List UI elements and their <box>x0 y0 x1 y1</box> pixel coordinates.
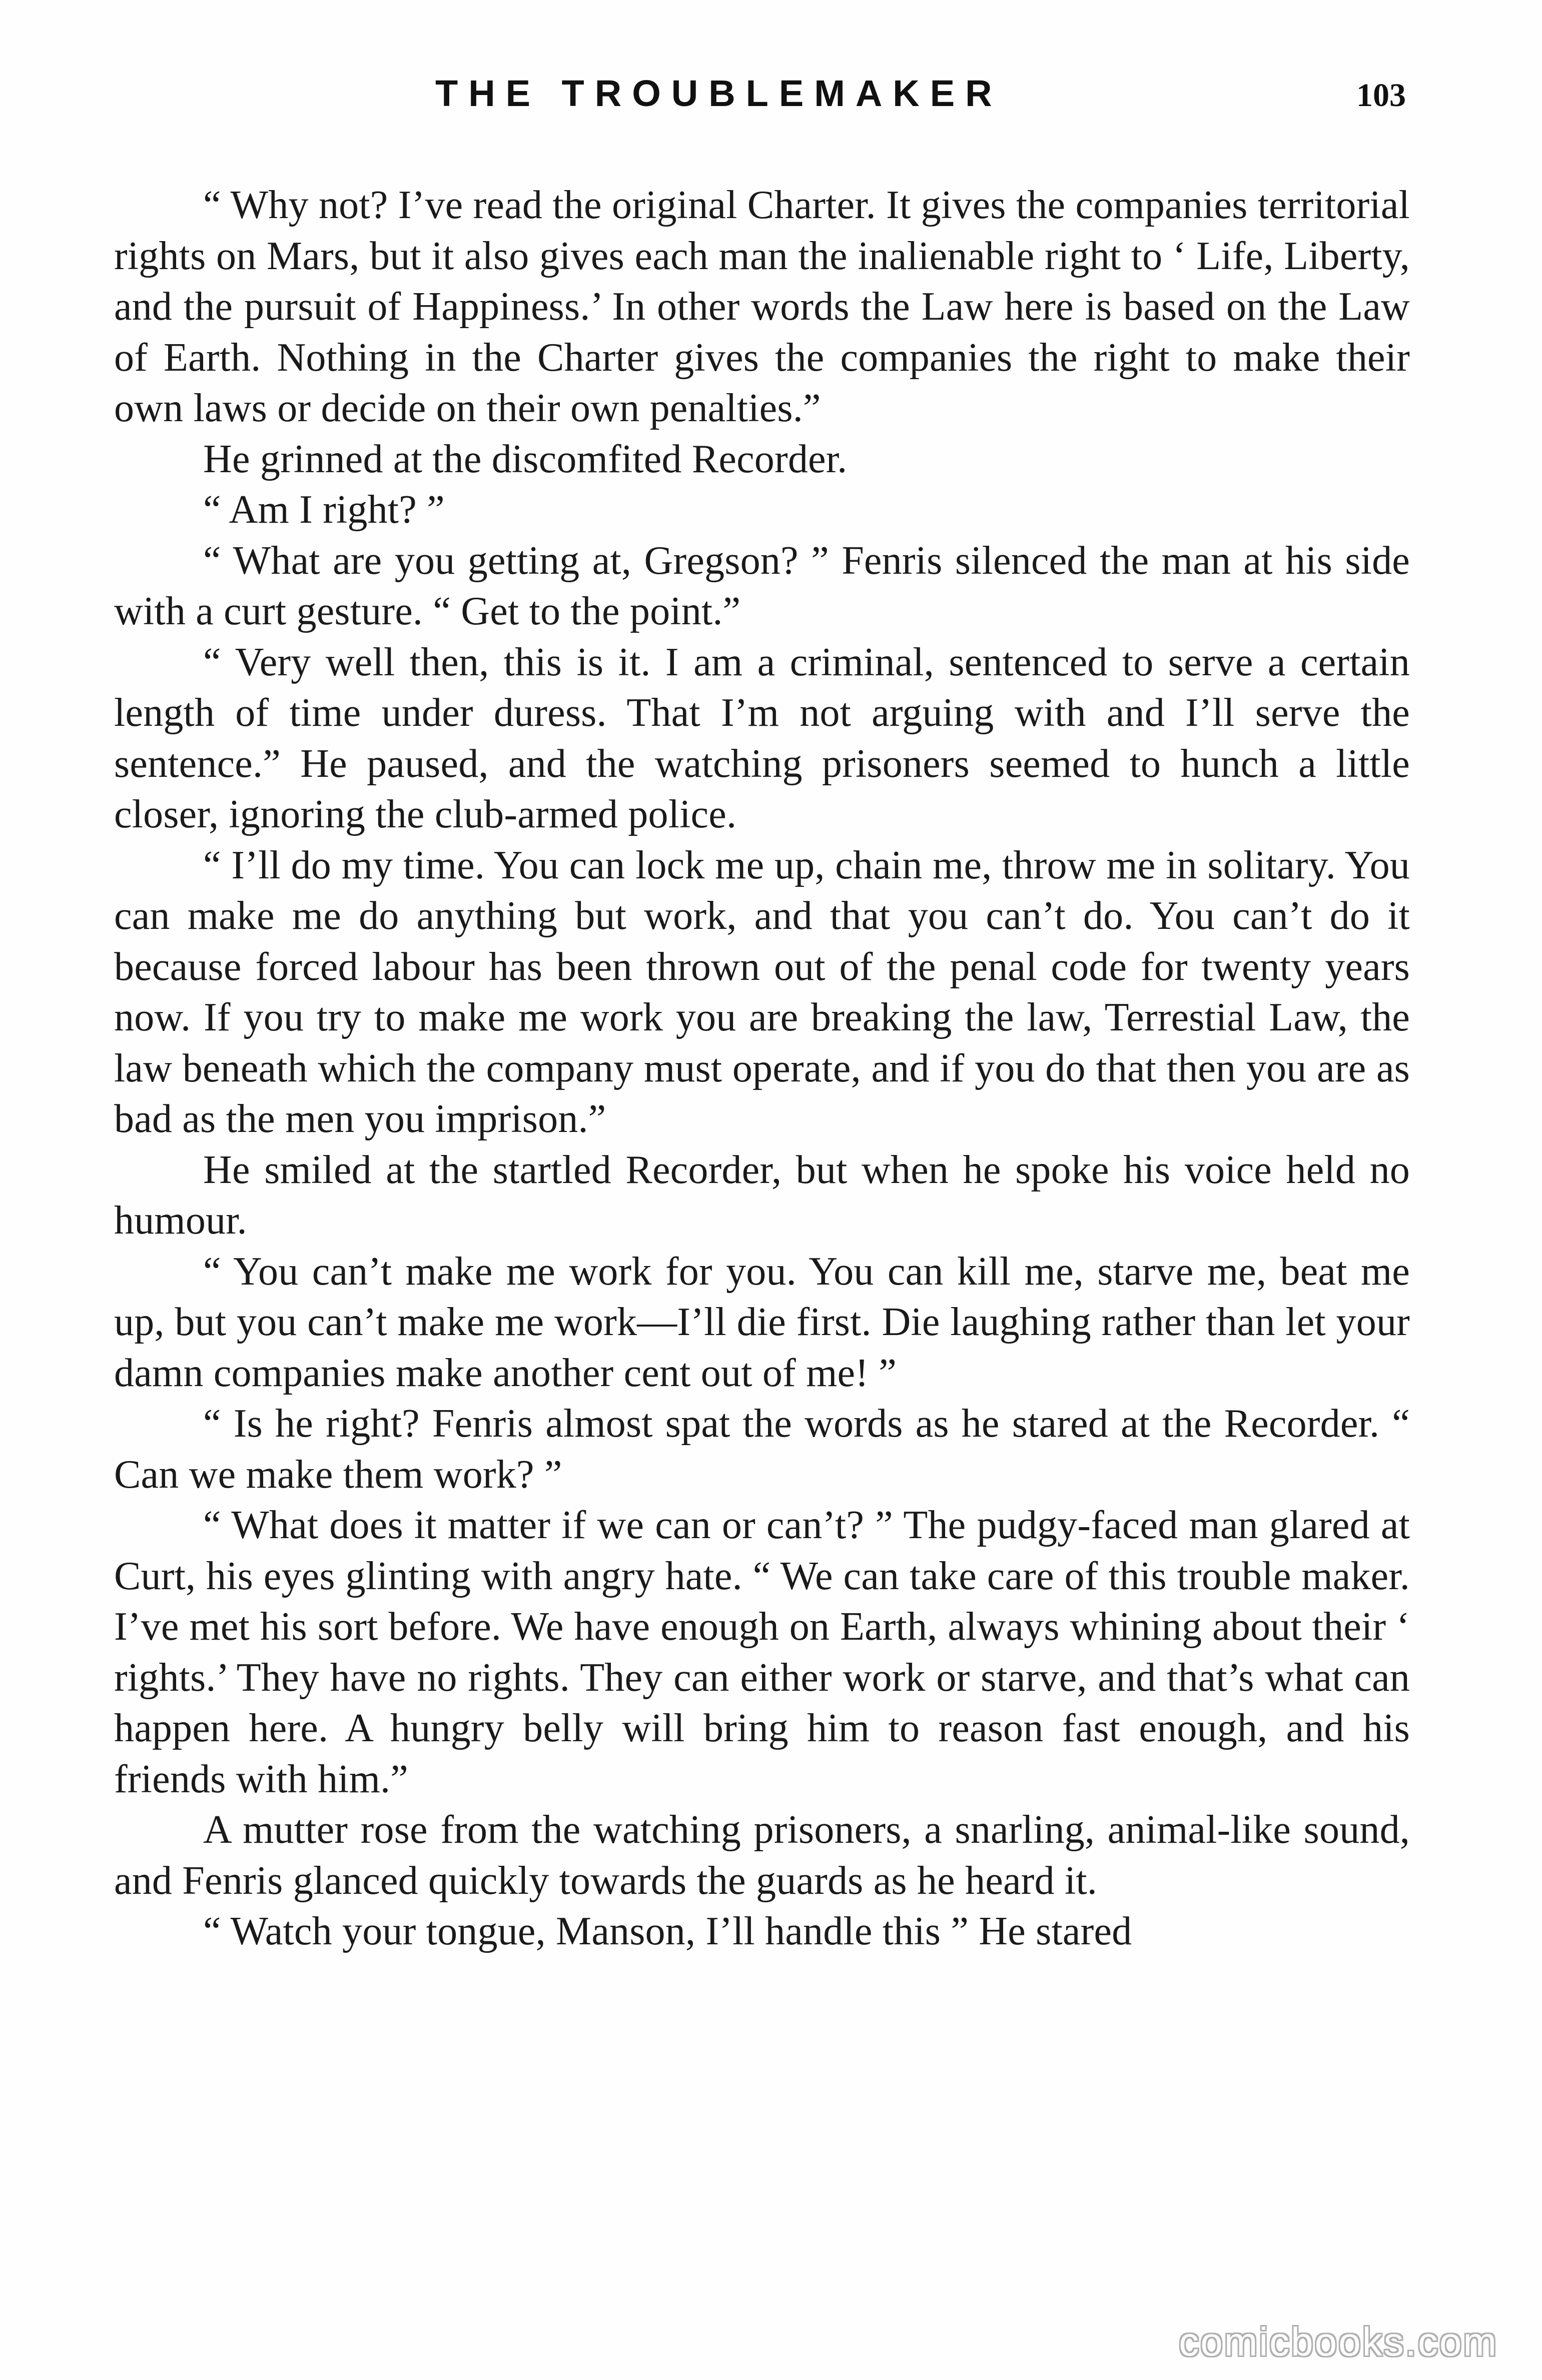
paragraph: “ Am I right? ” <box>203 488 445 532</box>
paragraph: “ Why not? I’ve read the original Charter. It gives the companies territorial rights on Mars, but it also gives each man the inalienable right to ‘ Life, Liberty, and the pursuit of Happiness.’ In other words the Law here is based on the Law of Earth. Nothing in the Charter gives the companies the right to make their own laws or decide on their own penalties.” <box>114 183 1410 430</box>
paragraph: “ What does it matter if we can or can’t? ” The pudgy-faced man glared at Curt, his eyes glinting with angry hate. “ We can take care of this trouble maker. I’ve met his sort before. We have enough on Earth, always whining about their ‘ rights.’ They have no rights. They can either work or starve, and that’s what can happen here. A hungry belly will bring him to reason fast enough, and his friends with him.” <box>114 1503 1410 1801</box>
running-head-title: THE TROUBLEMAKER <box>435 73 1003 114</box>
site-watermark: comicbooks.com <box>1179 2319 1498 2364</box>
page-number: 103 <box>1356 77 1406 114</box>
paragraph: “ Is he right? Fenris almost spat the words as he stared at the Recorder. “ Can we make them work? ” <box>114 1402 1410 1497</box>
paragraph: “ Watch your tongue, Manson, I’ll handle this ” He stared <box>203 1909 1132 1953</box>
paragraph: “ You can’t make me work for you. You can kill me, starve me, beat me up, but you can’t make me work—I’ll die first. Die laughing rather than let your damn companies make another cent out of me! ” <box>114 1249 1410 1395</box>
paragraph: He grinned at the discomfited Recorder. <box>203 437 848 481</box>
paragraph: He smiled at the startled Recorder, but when he spoke his voice held no humour. <box>114 1147 1410 1243</box>
paragraph: A mutter rose from the watching prisoners, a snarling, animal-like sound, and Fenris glanced quickly towards the guards as he heard it. <box>114 1808 1410 1903</box>
body-text <box>114 180 1410 1957</box>
paragraph: “ Very well then, this is it. I am a criminal, sentenced to serve a certain length of time under duress. That I’m not arguing with and I’ll serve the sentence.” He paused, and the watching prisoners seemed to hunch a little closer, ignoring the club-armed police. <box>114 640 1410 836</box>
paragraph: “ What are you getting at, Gregson? ” Fenris silenced the man at his side with a curt gesture. “ Get to the point.” <box>114 538 1410 633</box>
paragraph: “ I’ll do my time. You can lock me up, chain me, throw me in solitary. You can make me do anything but work, and that you can’t do. You can’t do it because forced labour has been thrown out of the penal code for twenty years now. If you try to make me work you are breaking the law, Terrestial Law, the law beneath which the company must operate, and if you do that then you are as bad as the men you imprison.” <box>114 843 1410 1141</box>
